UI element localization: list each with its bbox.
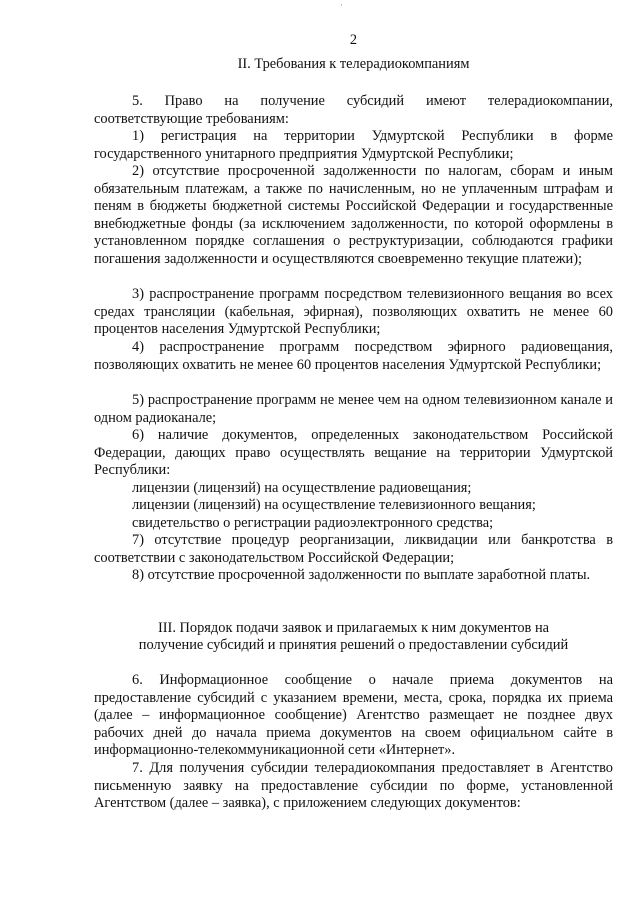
section-3-heading-line-1: III. Порядок подачи заявок и прилагаемых к ним документов на [157,620,550,636]
paragraph-7: 7. Для получения субсидии телерадиокомпания предоставляет в Агентство письменную заявку на предоставление субсидии по форме, установленной Агентством (далее – заявка), с приложением следующих документов: [94,760,613,812]
radio-certificate: свидетельство о регистрации радиоэлектронного средства; [132,515,494,531]
paragraph-5: 5. Право на получение субсидий имеют телерадиокомпании, соответствующие требованиям: [94,93,613,127]
license-tv: лицензии (лицензий) на осуществление телевизионного вещания; [132,497,536,513]
requirement-5: 5) распространение программ не менее чем на одном телевизионном канале и одном радиоканале; [94,392,613,426]
license-radio: лицензии (лицензий) на осуществление радиовещания; [132,480,472,496]
requirement-6: 6) наличие документов, определенных законодательством Российской Федерации, дающих право осуществлять вещание на территории Удмуртской Республики: [94,427,613,479]
requirement-8: 8) отсутствие просроченной задолженности по выплате заработной платы. [132,567,591,583]
section-2-heading: II. Требования к телерадиокомпаниям [237,56,470,72]
requirement-7: 7) отсутствие процедур реорганизации, ликвидации или банкротства в соответствии с законодательством Российской Федерации; [94,532,613,566]
paragraph-6: 6. Информационное сообщение о начале приема документов на предоставление субсидий с указанием времени, места, срока, порядка их приема (далее – информационное сообщение) Агентство размещает не позднее двух рабочих дней до начала приема документов на своем официальном сайте в информационно-телекоммуникационной сети «Интернет». [94,672,613,759]
requirement-4: 4) распространение программ посредством эфирного радиовещания, позволяющих охватить не менее 60 процентов населения Удмуртской Республики; [94,339,613,373]
requirement-2: 2) отсутствие просроченной задолженности по налогам, сборам и иным обязательным платежам, а также по начисленным, но не уплаченным штрафам и пеням в бюджеты бюджетной системы Российской Федерации и государственные внебюджетные фонды (за исключением задолженности, по которой оформлены в установленном порядке соглашения о реструктуризации, соблюдаются графики погашения задолженности и осуществляются своевременно текущие платежи); [94,163,613,267]
document-page [94,0,613,905]
requirement-3: 3) распространение программ посредством телевизионного вещания во всех средах трансляции (кабельная, эфирная), позволяющих охватить не менее 60 процентов населения Удмуртской Республики; [94,286,613,338]
page-number: 2 [349,32,358,48]
requirement-1: 1) регистрация на территории Удмуртской Республики в форме государственного унитарного предприятия Удмуртской Республики; [94,128,613,162]
scan-artifact-dot: · [340,1,343,10]
section-3-heading-line-2: получение субсидий и принятия решений о предоставлении субсидий [138,637,569,653]
